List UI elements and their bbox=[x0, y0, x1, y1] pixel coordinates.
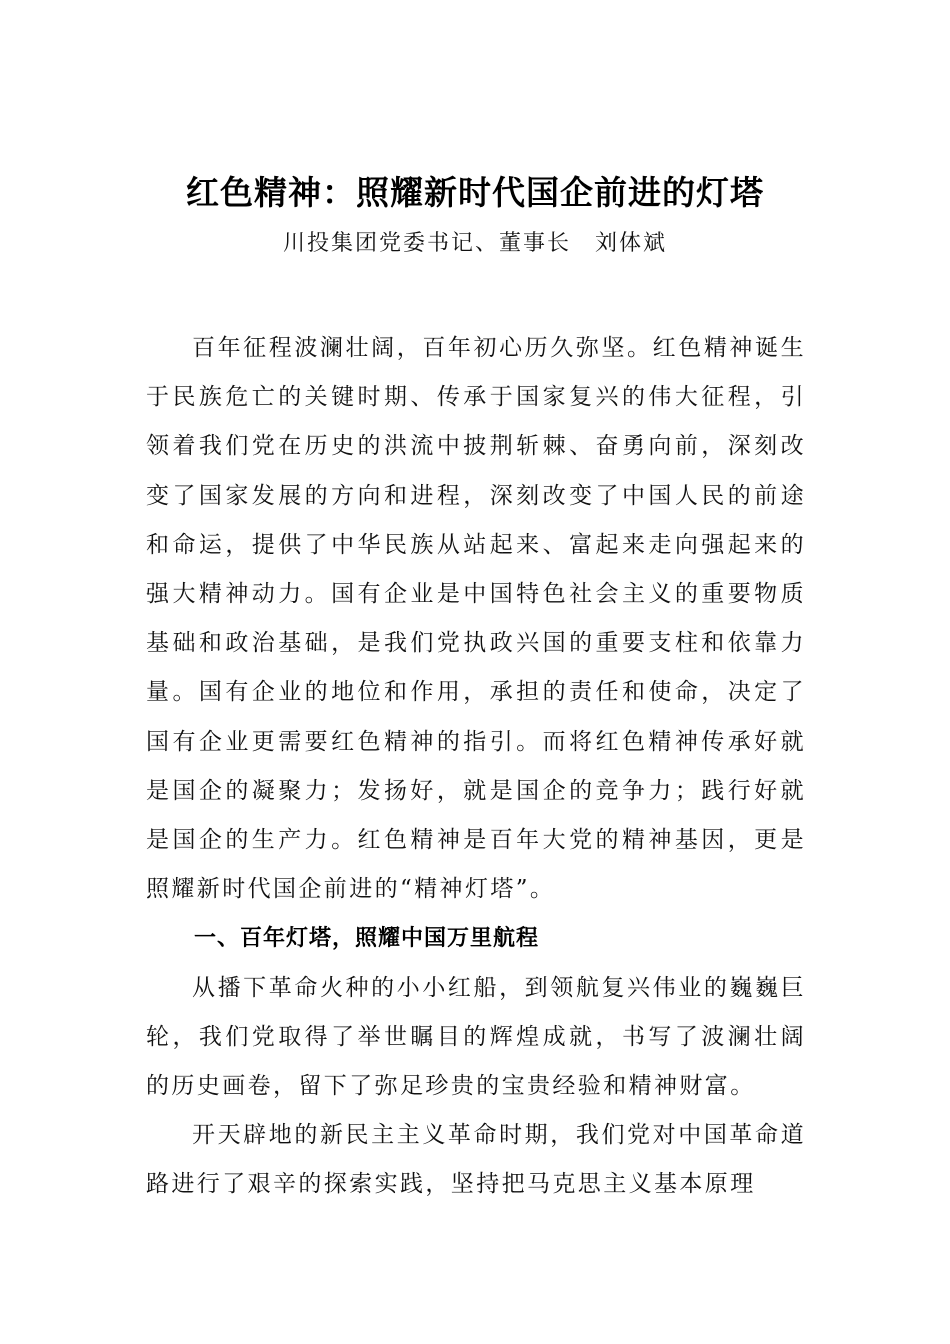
section-paragraph: 从播下革命火种的小小红船，到领航复兴伟业的巍巍巨轮，我们党取得了举世瞩目的辉煌成就，书写了波澜壮阔的历史画卷，留下了弥足珍贵的宝贵经验和精神财富。 bbox=[146, 974, 806, 1100]
section-heading: 一、百年灯塔，照耀中国万里航程 bbox=[194, 926, 540, 952]
section-paragraph: 开天辟地的新民主主义革命时期，我们党对中国革命道路进行了艰辛的探索实践，坚持把马克思主义基本原理 bbox=[146, 1122, 806, 1198]
article-body bbox=[146, 324, 806, 1210]
article-title: 红色精神：照耀新时代国企前进的灯塔 bbox=[186, 173, 764, 212]
intro-paragraph: 百年征程波澜壮阔，百年初心历久弥坚。红色精神诞生于民族危亡的关键时期、传承于国家复兴的伟大征程，引领着我们党在历史的洪流中披荆斩棘、奋勇向前，深刻改变了国家发展的方向和进程，深刻改变了中国人民的前途和命运，提供了中华民族从站起来、富起来走向强起来的强大精神动力。国有企业是中国特色社会主义的重要物质基础和政治基础，是我们党执政兴国的重要支柱和依靠力量。国有企业的地位和作用，承担的责任和使命，决定了国有企业更需要红色精神的指引。而将红色精神传承好就是国企的凝聚力；发扬好，就是国企的竞争力；践行好就是国企的生产力。红色精神是百年大党的精神基因，更是照耀新时代国企前进的“精神灯塔”。 bbox=[146, 335, 806, 903]
author-byline: 川投集团党委书记、董事长 刘体斌 bbox=[282, 231, 667, 256]
